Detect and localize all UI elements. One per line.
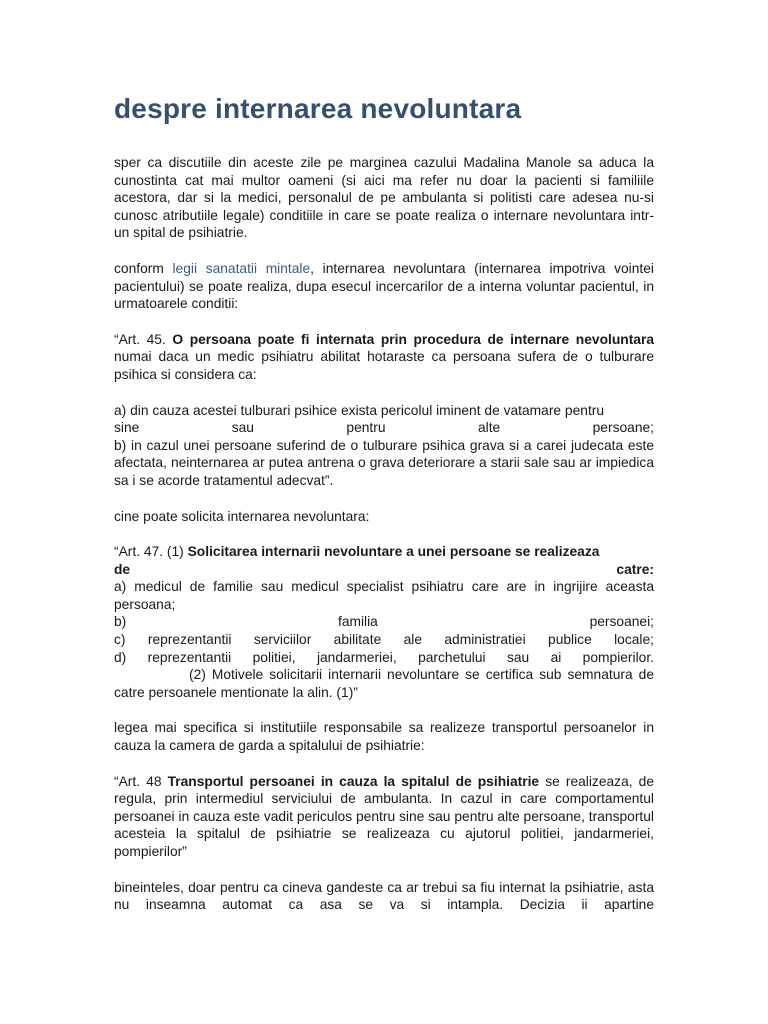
law-paragraph: [114, 260, 654, 313]
law-text-before: conform: [114, 260, 173, 276]
article-47: [114, 543, 654, 701]
law-text-after: , internarea nevoluntara (internarea impotriva vointei pacientului) se poate realiza, dupa esecul incercarilor de a interna voluntar pacientul, in urmatoarele conditii:: [114, 260, 654, 312]
article-45-conditions: [114, 402, 654, 490]
art45-rest: numai daca un medic psihiatru abilitat hotaraste ca persoana sufera de o tulburare psihica si considera ca:: [114, 349, 654, 382]
law-link[interactable]: legii sanatatii mintale: [172, 260, 311, 276]
page-title: despre internarea nevoluntara: [114, 93, 522, 124]
art47-item-a: a) medicul de familie sau medicul specialist psihiatru care are in ingrijire aceasta persoana;: [114, 579, 654, 612]
art47-item-d: d) reprezentantii politiei, jandarmeriei, parchetului sau ai pompierilor.: [114, 649, 654, 665]
art45-bold: O persoana poate fi internata prin procedura de internare nevoluntara: [172, 331, 654, 347]
article-48: [114, 773, 654, 861]
art48-prefix: “Art. 48: [114, 773, 168, 789]
last-paragraph: bineinteles, doar pentru ca cineva gandeste ca ar trebui sa fiu internat la psihiatrie, asta nu inseamna automat ca asa se va si intampla. Decizia ii apartine: [114, 879, 654, 913]
art45-a-line2: sine sau pentru alte persoane;: [114, 420, 654, 436]
art45-b: b) in cazul unei persoane suferind de o tulburare psihica grava si a carei judecata este afectata, neinternarea ar putea antrena o grava deteriorare a starii sale sau ar impiedica sa i se acorde tratamentul adecvat”.: [114, 437, 654, 488]
art47-bold1: Solicitarea internarii nevoluntare a unei persoane se realizeaza: [187, 544, 600, 560]
art47-line1: [114, 543, 654, 561]
law-more-paragraph: legea mai specifica si institutiile responsabile sa realizeze transportul persoanelor in cauza la camera de garda a spitalului de psihiatrie:: [114, 720, 654, 754]
art47-p2: (2) Motivele solicitarii internarii nevoluntare se certifica sub semnatura de catre persoanele mentionate la alin. (1)”: [114, 667, 654, 700]
art48-rest: se realizeaza, de regula, prin intermediul serviciului de ambulanta. In cazul in care comportamentul persoanei in cauza este vadit periculos pentru sine sau pentru alte persoane, transportul acesteia la spitalul de psihiatrie se realizeaza cu ajutorul politiei, jandarmeriei, pompierilor”: [114, 773, 655, 859]
art48-bold: Transportul persoanei in cauza la spitalul de psihiatrie: [167, 773, 540, 789]
art47-prefix: “Art. 47. (1): [114, 544, 188, 560]
intro-paragraph: sper ca discutiile din aceste zile pe marginea cazului Madalina Manole sa aduca la cunostinta cat mai multor oameni (si aici ma refer nu doar la pacienti si familiile acestora, dar si la medici, personalul de pe ambulanta si politisti care adesea nu-si cunosc atributiile legale) conditiile in care se poate realiza o internare nevoluntara intr-un spital de psihiatrie.: [114, 155, 654, 241]
art45-prefix: “Art. 45.: [114, 331, 173, 347]
who-paragraph: cine poate solicita internarea nevoluntara:: [114, 508, 370, 524]
art47-item-c: c) reprezentantii serviciilor abilitate ale administratiei publice locale;: [114, 632, 654, 648]
art47-item-b: b) familia persoanei;: [114, 614, 654, 630]
art47-bold2: de catre:: [114, 561, 654, 577]
article-45: [114, 331, 654, 384]
art45-a-line1: a) din cauza acestei tulburari psihice exista pericolul iminent de vatamare pentru: [114, 402, 605, 418]
